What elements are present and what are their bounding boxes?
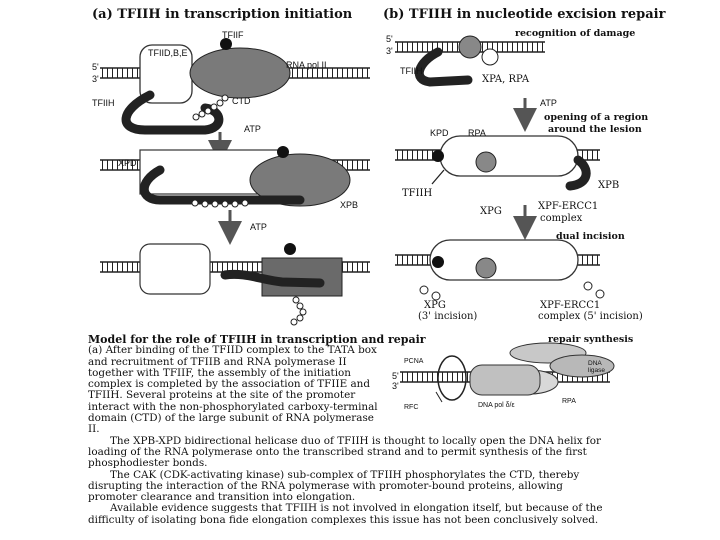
label-rpa-bottom: RPA [562,398,576,405]
label-rna-pol-ii: RNA pol II [286,60,327,70]
panel-b-heading: (b) TFIIH in nucleotide excision repair [383,7,666,22]
label-b-5prime: 5' [386,34,393,44]
label-dna-pol: DNA pol δ/ε [478,402,515,409]
label-kpd: KPD [430,128,449,138]
label-b-tfiih-top: TFIIH [400,66,423,76]
panel-b-stage-2 [395,136,600,186]
panel-b-stage-3 [395,240,604,300]
label-complex: complex [540,213,583,224]
panel-a-stage-2 [100,146,370,207]
label-a-5prime: 5' [92,62,99,72]
label-recognition: recognition of damage [515,28,636,39]
label-a-tfiih: TFIIH [92,98,115,108]
label-tfiid-b-e: TFIID,B,E [148,48,188,58]
label-xpa-rpa: XPA, RPA [482,74,530,85]
label-b-rpa: RPA [468,128,486,138]
label-opening: opening of a region [544,112,649,123]
label-xpb: XPB [340,200,359,210]
label-xpd: XPD [118,158,137,168]
label-3-incision: (3' incision) [418,311,478,322]
label-b-xpb: XPB [598,180,620,191]
label-dna-ligase: DNA ligase [588,360,605,374]
label-xpg-bottom: XPG [424,300,446,311]
label-b-3prime: 3' [386,46,393,56]
label-repair-synthesis: repair synthesis [548,334,634,345]
label-5-incision: complex (5' incision) [538,311,643,322]
label-b-5prime-bottom: 5' [392,371,399,381]
panel-a-stage-3 [100,243,370,325]
label-xpf-bottom: XPF-ERCC1 [540,300,601,311]
label-xpg-left: XPG [480,206,502,217]
label-b-atp: ATP [540,98,557,108]
label-around: around the lesion [548,124,642,135]
label-atp-2: ATP [250,222,267,232]
label-rfc: RFC [404,404,419,411]
panel-a-heading: (a) TFIIH in transcription initiation [92,7,353,22]
caption-para-3: The CAK (CDK-activating kinase) sub-complex of TFIIH phosphorylates the CTD, thereby disrupting the interaction of the RNA polymerase with promoter-bound proteins, allowing promoter clearance and transition into elongation. [88,468,580,504]
caption-para-2: The XPB-XPD bidirectional helicase duo of TFIIH is thought to locally open the DNA helix for loading of the RNA polymerase onto the transcribed strand and to permit synthesis of the first phosphodiester bonds. [88,434,601,470]
caption-para-4: Available evidence suggests that TFIIH is not involved in elongation itself, but because of the difficulty of isolating bona fide elongation complexes this issue has not been conclusively solved. [88,502,603,526]
caption-para-1: (a) After binding of the TFIID complex to the TATA box and recruitment of TFIIB and RNA polymerase II together with TFIIF, the assembly of the initiation complex is completed by the association of TFIIE and TFIIH. Several proteins at the site of the promoter interact with the non-phosphorylated carboxy-terminal domain (CTD) of the large subunit of RNA polymerase II. [88,344,378,436]
label-tfiif: TFIIF [222,30,244,40]
label-atp-1: ATP [244,124,261,134]
panel-a-stage-1 [100,38,370,130]
label-xpf-top: XPF-ERCC1 [538,201,599,212]
figure-caption [88,334,608,526]
caption-title: Model for the role of TFIIH in transcription and repair [88,333,426,346]
rna-pol-ii-shape [190,48,290,98]
label-pcna: PCNA [404,358,424,365]
label-b-tfiih-mid: TFIIH [402,188,433,199]
label-a-3prime: 3' [92,74,99,84]
label-dual-incision: dual incision [556,231,625,242]
label-b-3prime-bottom: 3' [392,381,399,391]
label-ctd: CTD [232,96,251,106]
